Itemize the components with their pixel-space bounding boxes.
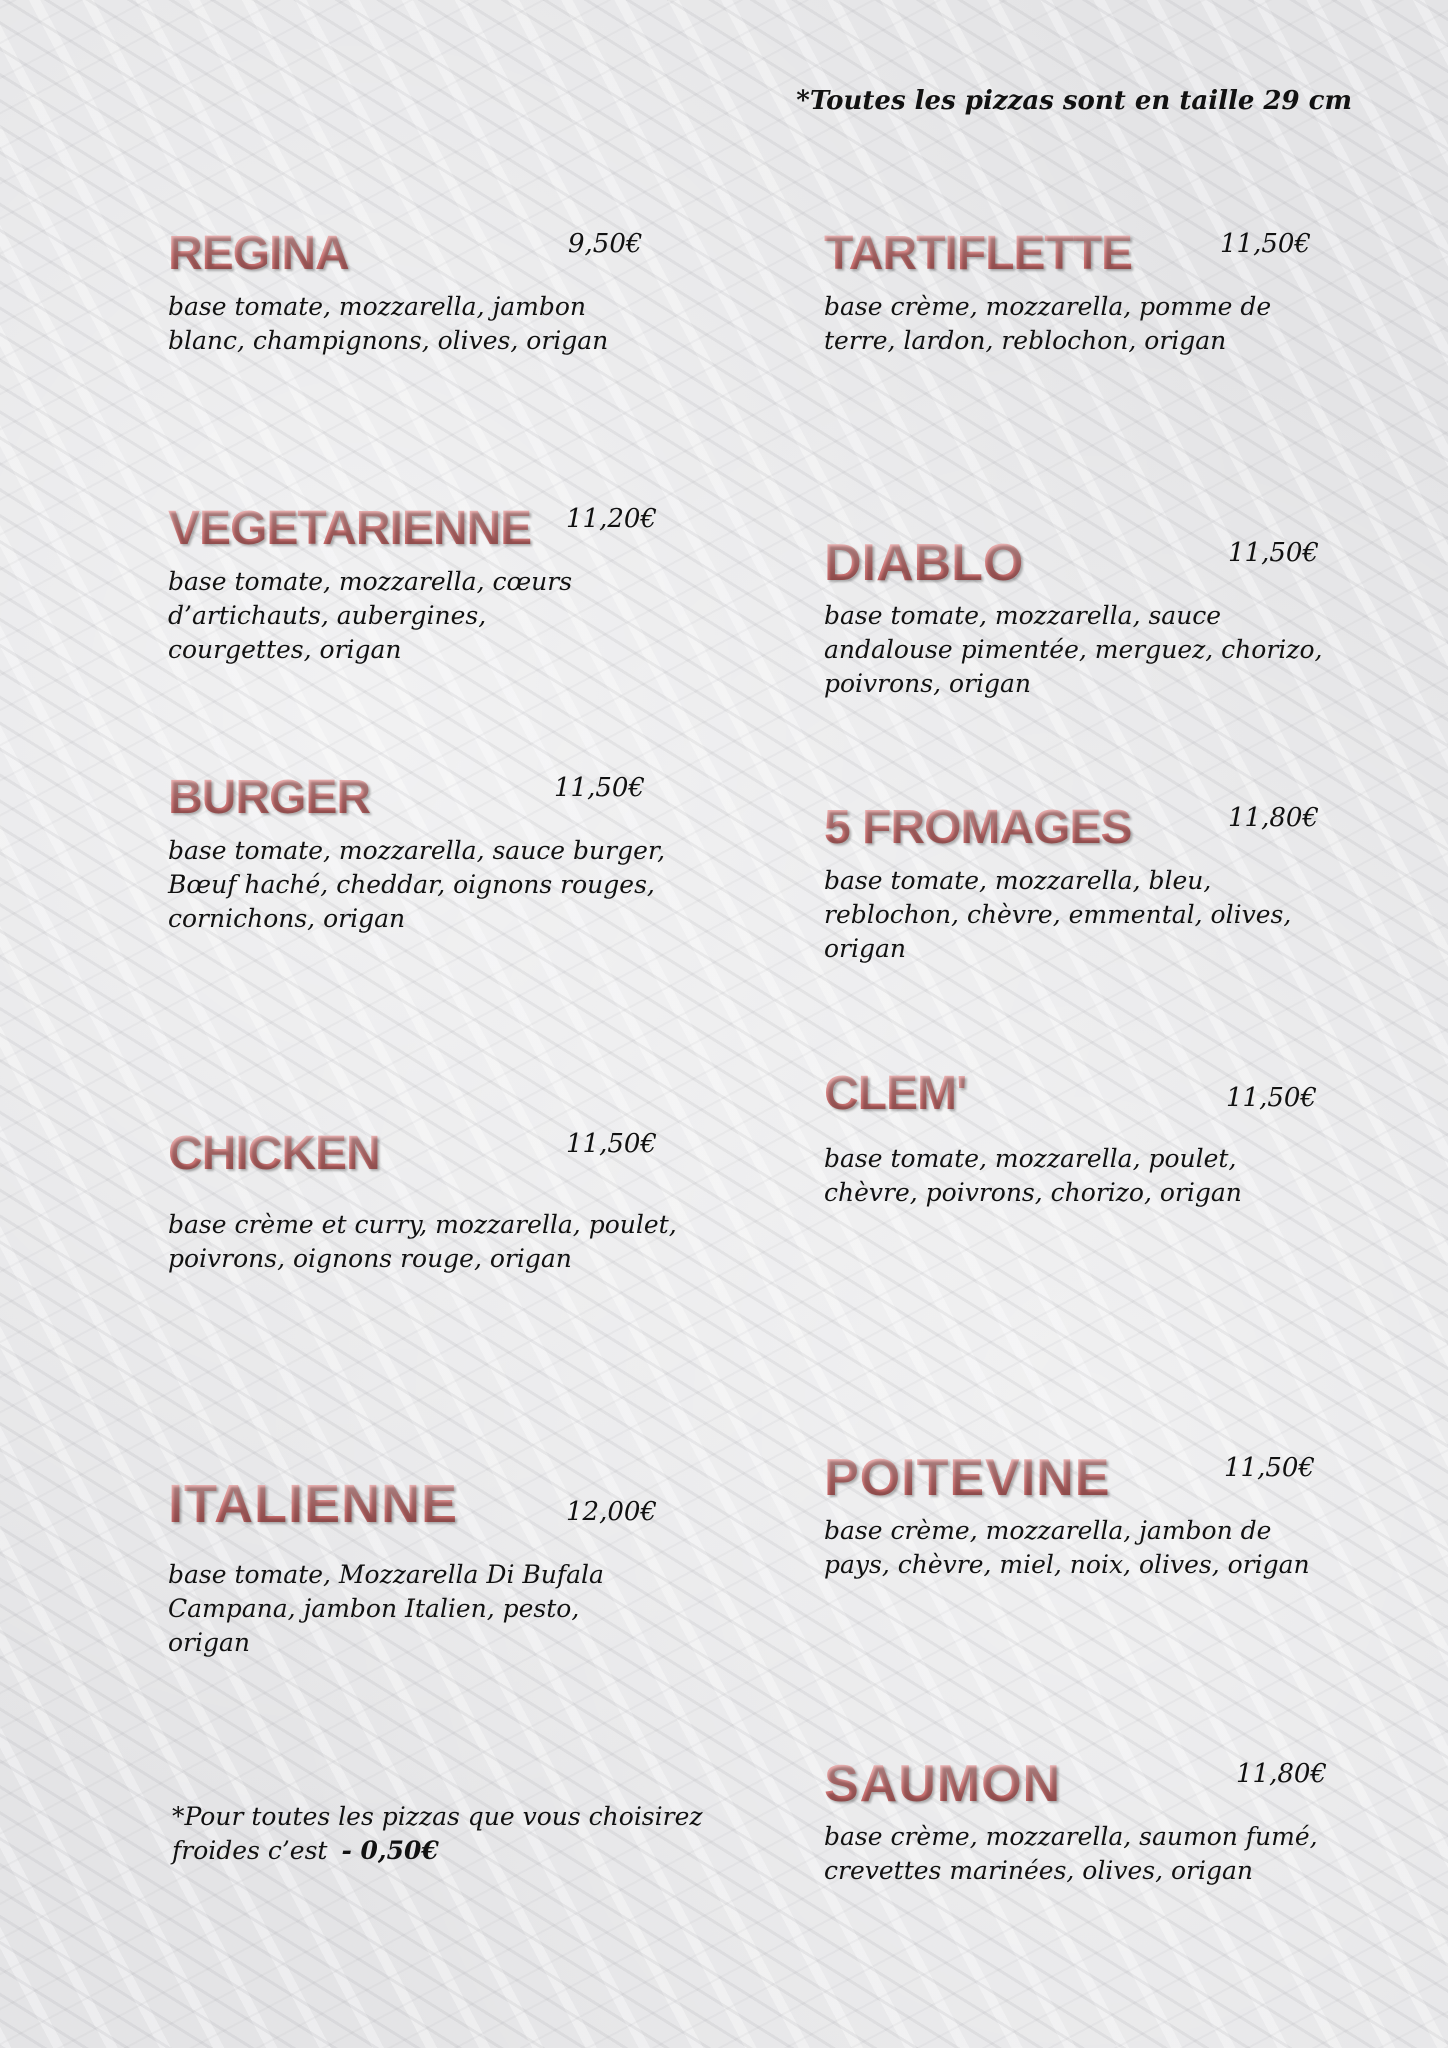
item-price: 11,50€ [554,773,645,803]
item-name: REGINA [168,227,349,280]
item-price: 11,50€ [1228,538,1319,568]
menu-item-diablo [824,535,1384,701]
menu-item-chicken [168,1126,728,1276]
item-price: 12,00€ [566,1497,657,1527]
cold-pizza-note [172,1800,732,1868]
item-description: base tomate, Mozzarella Di Bufala Campana, jambon Italien, pesto, origan [168,1560,604,1657]
item-price: 11,80€ [1228,803,1319,833]
item-price: 11,20€ [566,504,657,534]
item-description: base crème, mozzarella, pomme de terre, lardon, reblochon, origan [824,292,1272,355]
item-price: 11,50€ [1224,1453,1315,1483]
item-name: ITALIENNE [168,1474,458,1534]
item-price: 11,50€ [1226,1083,1317,1113]
item-description: base crème, mozzarella, saumon fumé, crevettes marinées, olives, origan [824,1822,1318,1885]
size-note: *Toutes les pizzas sont en taille 29 cm [796,86,1352,116]
item-name: CHICKEN [168,1127,380,1180]
cold-pizza-discount: - 0,50€ [341,1836,439,1865]
menu-item-burger [168,770,728,936]
item-name: TARTIFLETTE [824,227,1133,280]
item-name: 5 FROMAGES [824,801,1132,854]
item-description: base tomate, mozzarella, cœurs d’artichauts, aubergines, courgettes, origan [168,567,573,664]
item-price: 11,50€ [566,1129,657,1159]
cold-pizza-note-text: *Pour toutes les pizzas que vous choisirez froides c’est [172,1802,703,1865]
item-name: POITEVINE [824,1449,1111,1507]
menu-item-clem [824,1066,1384,1210]
menu-item-poitevine [824,1450,1384,1582]
item-description: base tomate, mozzarella, jambon blanc, champignons, olives, origan [168,292,609,355]
item-description: base tomate, mozzarella, sauce burger, Bœuf haché, cheddar, oignons rouges, cornichons, origan [168,836,666,933]
menu-item-saumon [824,1756,1384,1888]
item-price: 11,50€ [1220,229,1311,259]
menu-item-vegetarienne [168,501,728,667]
item-price: 11,80€ [1236,1759,1327,1789]
item-description: base crème et curry, mozzarella, poulet, poivrons, oignons rouge, origan [168,1210,677,1273]
menu-item-regina [168,226,728,358]
item-description: base tomate, mozzarella, poulet, chèvre, poivrons, chorizo, origan [824,1144,1242,1207]
item-name: BURGER [168,771,371,824]
menu-item-italienne [168,1476,728,1660]
item-description: base tomate, mozzarella, sauce andalouse pimentée, merguez, chorizo, poivrons, origan [824,601,1323,698]
menu-item-5-fromages [824,800,1384,966]
item-name: VEGETARIENNE [168,502,532,555]
item-description: base crème, mozzarella, jambon de pays, chèvre, miel, noix, olives, origan [824,1516,1310,1579]
menu-item-tartiflette [824,226,1384,358]
item-description: base tomate, mozzarella, bleu, reblochon, chèvre, emmental, olives, origan [824,866,1292,963]
item-price: 9,50€ [568,229,643,259]
item-name: SAUMON [824,1755,1062,1813]
item-name: DIABLO [824,534,1024,592]
item-name: CLEM' [824,1067,967,1120]
